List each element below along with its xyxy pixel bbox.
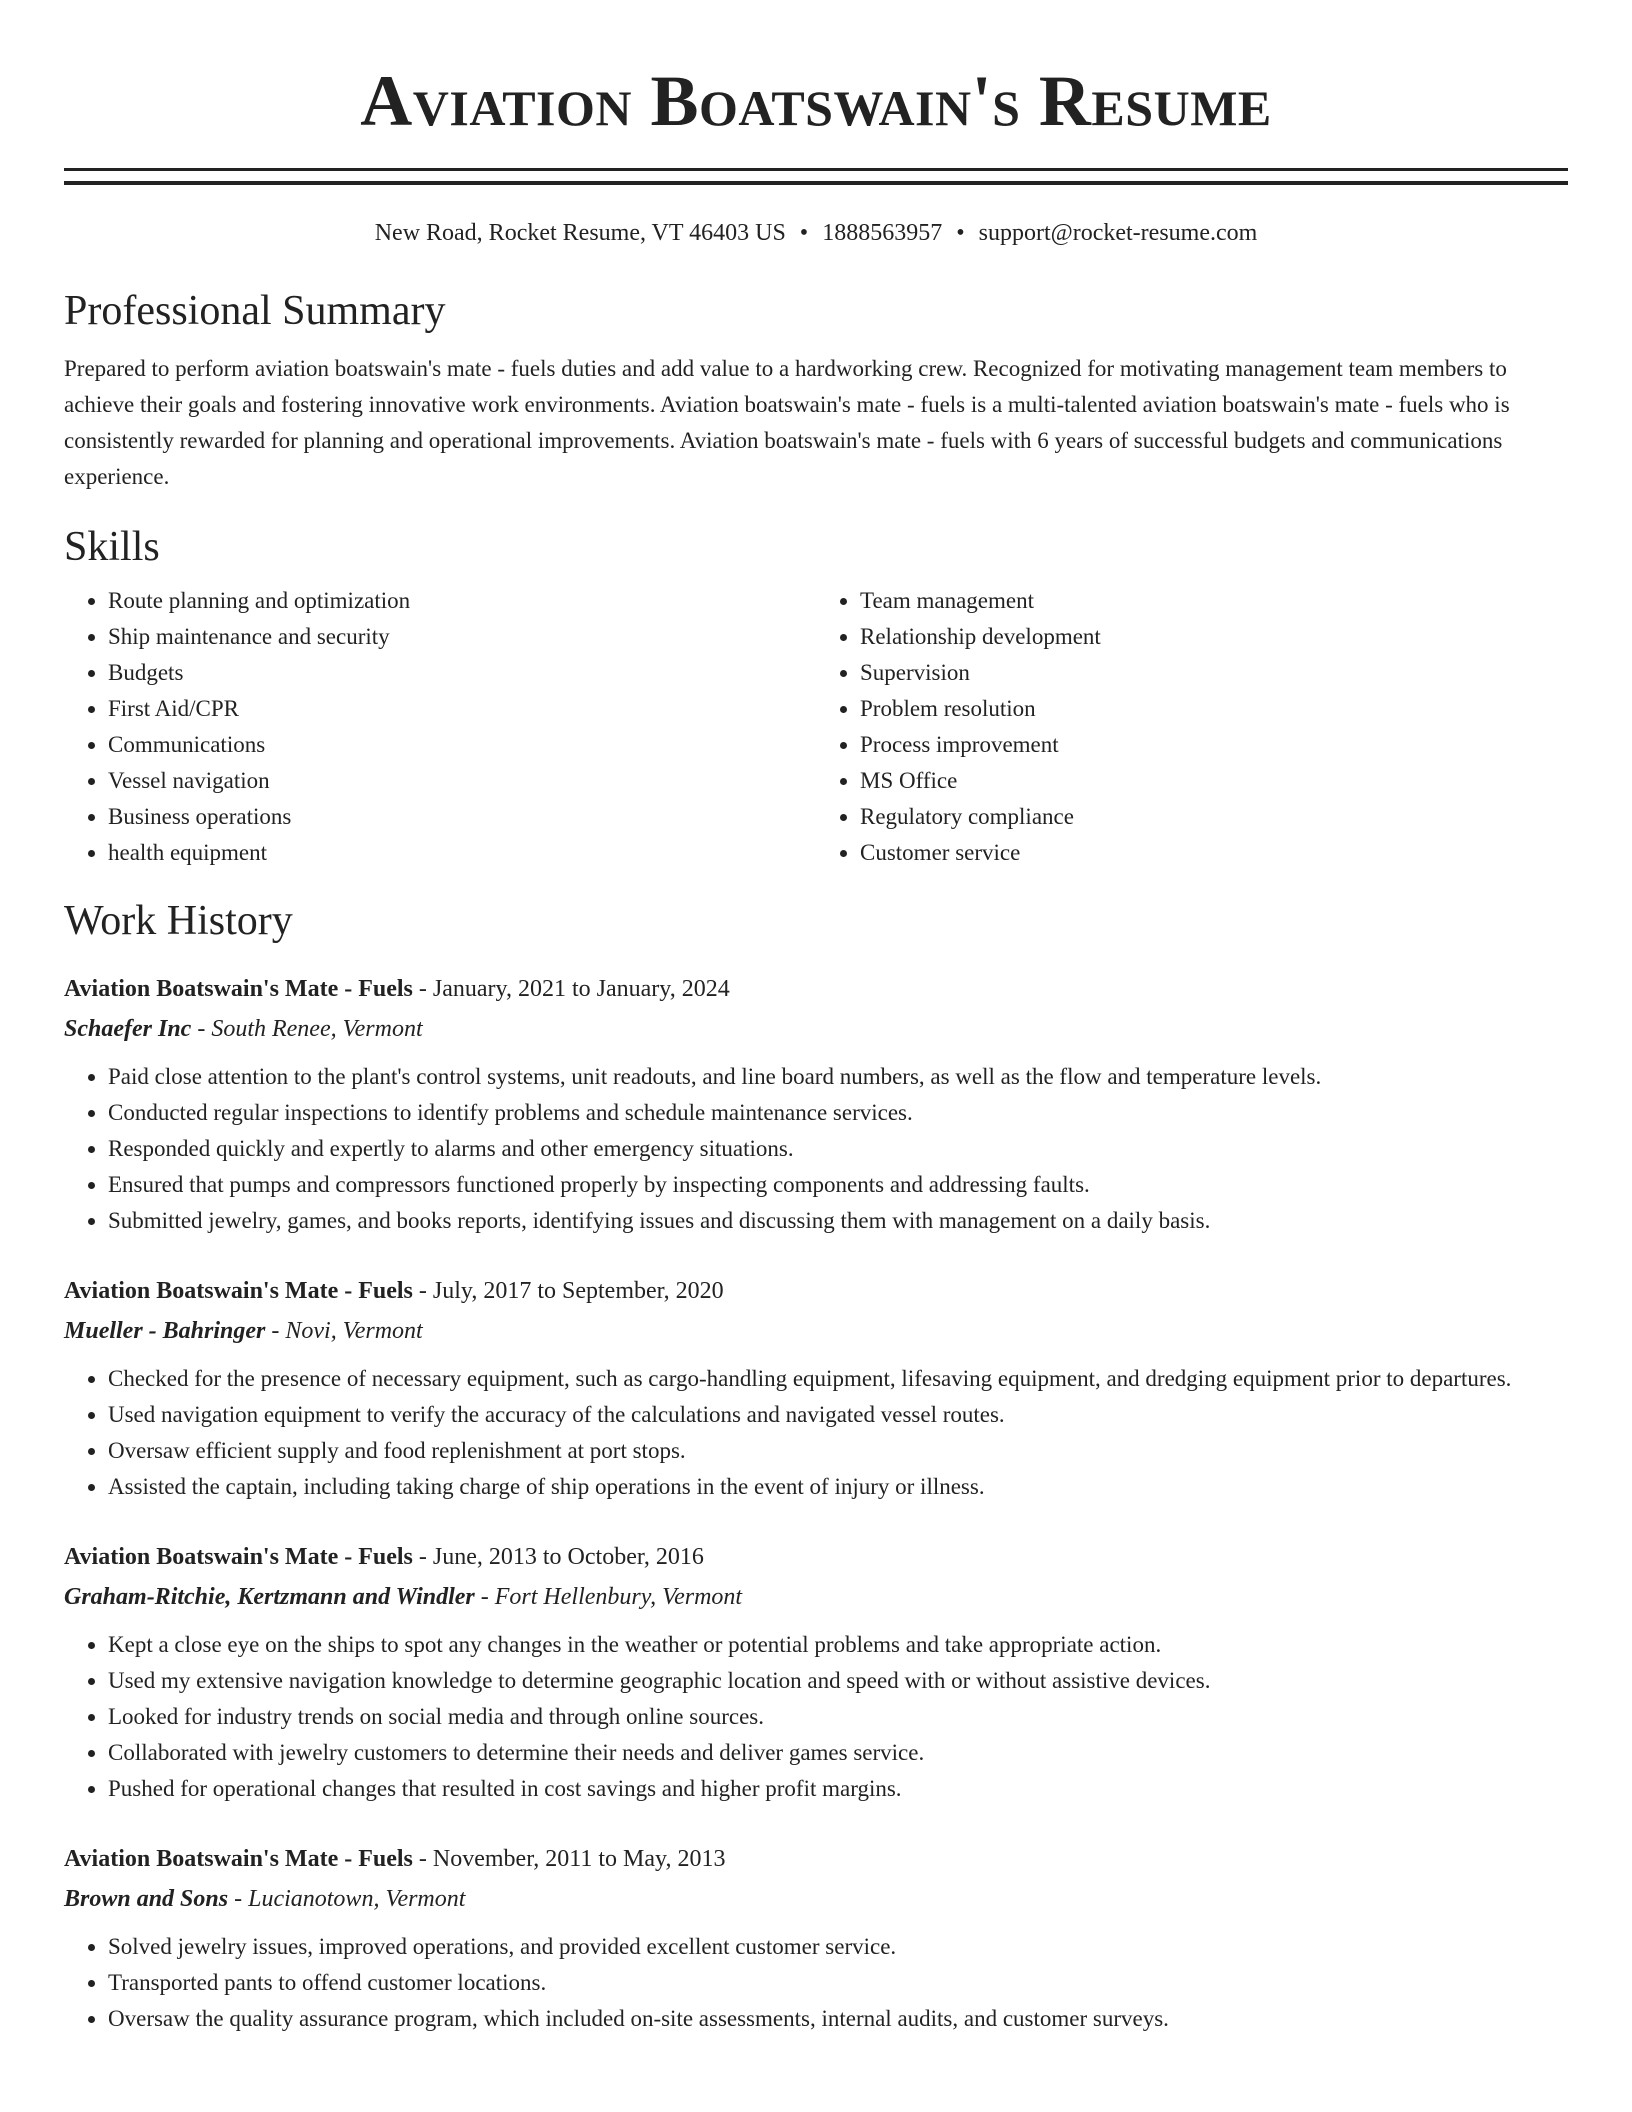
contact-separator: • — [956, 220, 965, 246]
skill-item: • Budgets — [108, 655, 816, 691]
duty-item: • Checked for the presence of necessary equipment, such as cargo-handling equipment, lifesaving equipment, and dredging equipment prior to departures. — [108, 1361, 1568, 1397]
duty-item: • Assisted the captain, including taking charge of ship operations in the event of injury or illness. — [108, 1469, 1568, 1505]
job-entry — [64, 1537, 1568, 1807]
skill-item: • Vessel navigation — [108, 763, 816, 799]
job-location: Novi, Vermont — [285, 1318, 423, 1344]
job-location: Fort Hellenbury, Vermont — [494, 1584, 743, 1610]
skill-item: • MS Office — [860, 763, 1568, 799]
skill-item: • Business operations — [108, 799, 816, 835]
title-divider — [64, 168, 1568, 185]
job-title: Aviation Boatswain's Mate - Fuels — [64, 1846, 413, 1872]
company-name: Brown and Sons — [64, 1886, 229, 1912]
summary-text: Prepared to perform aviation boatswain's mate - fuels duties and add value to a hardworking crew. Recognized for motivating management team members to achieve their goals and fostering innovative work environments. Aviation boatswain's mate - fuels is a multi-talented aviation boatswain's mate - fuels who is consistently rewarded for planning and operational improvements. Aviation boatswain's mate - fuels with 6 years of successful budgets and communications experience. — [64, 356, 1510, 489]
resume-title: Aviation Boatswain's Resume — [360, 61, 1272, 141]
skill-item: • Supervision — [860, 655, 1568, 691]
company-line: Graham-Ritchie, Kertzmann and Windler - Fort Hellenbury, Vermont — [64, 1584, 743, 1610]
job-title: Aviation Boatswain's Mate - Fuels — [64, 1544, 413, 1570]
contact-address: New Road, Rocket Resume, VT 46403 US — [374, 220, 786, 246]
skill-item: • Problem resolution — [860, 691, 1568, 727]
duty-item: • Used navigation equipment to verify the accuracy of the calculations and navigated vessel routes. — [108, 1397, 1568, 1433]
job-title: Aviation Boatswain's Mate - Fuels — [64, 1278, 413, 1304]
company-line: Mueller - Bahringer - Novi, Vermont — [64, 1318, 423, 1344]
summary-heading: Professional Summary — [64, 288, 446, 334]
skills-heading: Skills — [64, 524, 160, 570]
skill-item: • Team management — [860, 583, 1568, 619]
duty-item: • Transported pants to offend customer locations. — [108, 1965, 1568, 2001]
job-title-line: Aviation Boatswain's Mate - Fuels - July, 2017 to September, 2020 — [64, 1278, 724, 1304]
skill-item: • Relationship development — [860, 619, 1568, 655]
duty-item: • Solved jewelry issues, improved operations, and provided excellent customer service. — [108, 1929, 1568, 1965]
job-location: South Renee, Vermont — [211, 1016, 423, 1042]
job-duties — [64, 1059, 1568, 1239]
contact-email: support@rocket-resume.com — [978, 220, 1258, 246]
duty-item: • Submitted jewelry, games, and books reports, identifying issues and discussing them with management on a daily basis. — [108, 1203, 1568, 1239]
contact-separator: • — [799, 220, 809, 246]
duty-item: • Pushed for operational changes that resulted in cost savings and higher profit margins. — [108, 1771, 1568, 1807]
company-name: Schaefer Inc — [64, 1016, 192, 1042]
job-title: Aviation Boatswain's Mate - Fuels — [64, 976, 413, 1002]
duty-item: • Conducted regular inspections to identify problems and schedule maintenance services. — [108, 1095, 1568, 1131]
duty-item: • Collaborated with jewelry customers to determine their needs and deliver games service. — [108, 1735, 1568, 1771]
job-duties — [64, 1929, 1568, 2037]
duty-item: • Responded quickly and expertly to alarms and other emergency situations. — [108, 1131, 1568, 1167]
work-history-heading: Work History — [64, 898, 293, 944]
skill-item: • Regulatory compliance — [860, 799, 1568, 835]
job-location: Lucianotown, Vermont — [248, 1886, 466, 1912]
skills-grid — [64, 583, 1568, 871]
skill-item: • First Aid/CPR — [108, 691, 816, 727]
job-entry — [64, 1271, 1568, 1505]
contact-line — [64, 217, 1568, 249]
job-title-line: Aviation Boatswain's Mate - Fuels - January, 2021 to January, 2024 — [64, 976, 730, 1002]
skill-item: • Ship maintenance and security — [108, 619, 816, 655]
skills-list-right — [816, 583, 1568, 871]
duty-item: • Paid close attention to the plant's control systems, unit readouts, and line board numbers, as well as the flow and temperature levels. — [108, 1059, 1568, 1095]
job-dates: January, 2021 to January, 2024 — [432, 976, 730, 1002]
company-line: Schaefer Inc - South Renee, Vermont — [64, 1016, 423, 1042]
job-dates: November, 2011 to May, 2013 — [432, 1846, 726, 1872]
duty-item: • Used my extensive navigation knowledge to determine geographic location and speed with or without assistive devices. — [108, 1663, 1568, 1699]
skill-item: • health equipment — [108, 835, 816, 871]
duty-item: • Ensured that pumps and compressors functioned properly by inspecting components and addressing faults. — [108, 1167, 1568, 1203]
skill-item: • Communications — [108, 727, 816, 763]
job-entry — [64, 969, 1568, 1239]
skills-list-left — [64, 583, 816, 871]
duty-item: • Kept a close eye on the ships to spot any changes in the weather or potential problems and take appropriate action. — [108, 1627, 1568, 1663]
job-entry — [64, 1839, 1568, 2037]
job-dates: June, 2013 to October, 2016 — [432, 1544, 704, 1570]
job-dates: July, 2017 to September, 2020 — [432, 1278, 724, 1304]
skill-item: • Route planning and optimization — [108, 583, 816, 619]
job-duties — [64, 1361, 1568, 1505]
job-duties — [64, 1627, 1568, 1807]
skill-item: • Process improvement — [860, 727, 1568, 763]
company-name: Graham-Ritchie, Kertzmann and Windler — [64, 1584, 475, 1610]
skill-item: • Customer service — [860, 835, 1568, 871]
job-title-line: Aviation Boatswain's Mate - Fuels - June, 2013 to October, 2016 — [64, 1544, 704, 1570]
duty-item: • Looked for industry trends on social media and through online sources. — [108, 1699, 1568, 1735]
company-name: Mueller - Bahringer — [64, 1318, 266, 1344]
duty-item: • Oversaw the quality assurance program, which included on-site assessments, internal audits, and customer surveys. — [108, 2001, 1568, 2037]
duty-item: • Oversaw efficient supply and food replenishment at port stops. — [108, 1433, 1568, 1469]
contact-phone: 1888563957 — [822, 220, 943, 246]
company-line: Brown and Sons - Lucianotown, Vermont — [64, 1886, 466, 1912]
job-title-line: Aviation Boatswain's Mate - Fuels - November, 2011 to May, 2013 — [64, 1846, 726, 1872]
